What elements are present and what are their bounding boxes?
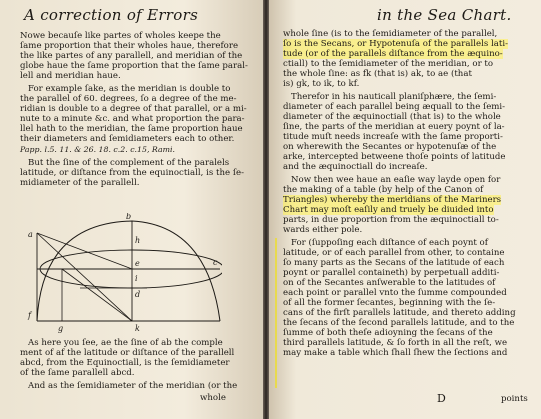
text-line: ment of af the latitude or diſtance of the parallell	[20, 348, 235, 358]
diagram-label: f	[28, 311, 31, 320]
running-head-right: in the Sea Chart.	[377, 6, 512, 24]
text-line: on of the Secantes anſwerable to the latitudes of	[283, 278, 496, 288]
text-line: ſame proportion that their wholes haue, therefore	[20, 41, 239, 51]
margin-highlight-mark	[275, 238, 277, 388]
text-line: wards either pole.	[283, 225, 363, 235]
highlighted-text-line: ſo is the Secans, or Hypotenuſa of the parallels lati-	[283, 39, 508, 49]
text-line: And as the ſemidiameter of the meridian (or the	[28, 381, 238, 391]
diagram-label: b	[126, 213, 132, 221]
text-line: ſine, the parts of the meridian at euery poynt of la-	[283, 122, 505, 132]
text-line: ctiall) to the ſemidiameter of the meridian, or to	[283, 59, 494, 69]
text-line: the making of a table (by help of the Canon of	[283, 185, 484, 195]
diagram-label: h	[135, 236, 141, 245]
diagram-label: g	[58, 324, 64, 333]
signature-mark: D	[437, 392, 446, 405]
right-page	[269, 0, 541, 419]
running-head-left: A correction of Errors	[24, 6, 199, 24]
text-line: titude muſt needs increaſe with the ſame proporti-	[283, 132, 503, 142]
text-line: For example ſake, as the meridian is double to	[28, 84, 231, 94]
text-line: the whole ſine: as fk (that is) ak, to ae (that	[283, 69, 472, 79]
text-line: on wherewith the Secantes or hypotenuſæ of the	[283, 142, 497, 152]
text-line: latitude, or of each parallel from other, to containe	[283, 248, 505, 258]
catchword-right: points	[501, 394, 528, 404]
text-line: the like partes of any parallell, and meridian of the	[20, 51, 243, 61]
text-line: As here you ſee, ae the ſine of ab the comple	[28, 338, 223, 348]
text-line: the parallel of 60. degrees, ſo a degree of the me-	[20, 94, 237, 104]
text-line: whole ſine (is to the ſemidiameter of the parallel,	[283, 29, 498, 39]
text-line: lell and meridian haue.	[20, 71, 121, 81]
text-line: of the ſame parallell abcd.	[20, 368, 135, 378]
text-line: llel hath to the meridian, the ſame proportion haue	[20, 124, 243, 134]
diagram-label: d	[135, 290, 141, 299]
text-line: nute to a minute &c. and what proportion the para-	[20, 114, 245, 124]
highlighted-text-line: tude (or of the parallels diſtance from the æquino-	[283, 49, 503, 59]
text-line: ridian is double to a degree of that parallel, or a mi-	[20, 104, 247, 114]
text-line: poynt or parallel containeth) by perpetuall additi-	[283, 268, 500, 278]
left-page	[0, 0, 263, 419]
text-line: third parallels latitude, & ſo forth in all the reſt, we	[283, 338, 508, 348]
text-line: Now then wee haue an eaſie way layde open for	[291, 175, 501, 185]
text-line: globe haue the ſame proportion that the ſame paral-	[20, 61, 248, 71]
text-line: diameter of each parallel being æquall to the ſemi-	[283, 102, 506, 112]
diagram-label: k	[135, 324, 140, 333]
diagram-label: c	[213, 258, 218, 267]
text-line: may make a table which ſhall ſhew the ſections and	[283, 348, 508, 358]
geometric-diagram	[22, 213, 222, 333]
text-line: is) gk, to ik, to kf.	[283, 79, 360, 89]
text-line: Nowe becauſe like partes of wholes keepe the	[20, 31, 221, 41]
text-line: their diameters and ſemidiameters each to other.	[20, 134, 235, 144]
diagram-label: i	[135, 274, 138, 283]
highlighted-text-line: Chart may moſt eaſily and truely be diuided into	[283, 205, 494, 215]
catchword-left: whole	[200, 393, 226, 403]
text-line: parts, in due proportion from the æquinoctiall to-	[283, 215, 499, 225]
text-line: latitude, or diſtance from the equinoctiall, is the ſe-	[20, 168, 244, 178]
text-line: each point or parallel vnto the ſumme compounded	[283, 288, 507, 298]
text-line: Therefor in his nauticall planiſphære, the ſemi-	[291, 92, 497, 102]
text-line: diameter of the æquinoctiall (that is) to the whole	[283, 112, 501, 122]
text-line: For (ſuppoſing each diſtance of each poynt of	[291, 238, 488, 248]
text-line: But the ſine of the complement of the paralels	[28, 158, 230, 168]
highlighted-text-line: Triangles) whereby the meridians of the Mariners	[283, 195, 502, 205]
reference-line: Papp. l.5. 11. & 26. 18. c.2. c.15, Rami.	[20, 145, 175, 154]
text-line: of all the former ſecantes, beginning with the ſe-	[283, 298, 496, 308]
text-line: abcd, from the Equinoctiall, is the ſemidiameter	[20, 358, 230, 368]
text-line: ſo many parts as the Secans of the latitude of each	[283, 258, 505, 268]
diagram-label: a	[28, 230, 33, 239]
diagram-label: e	[135, 259, 140, 268]
text-line: and the æquinoctiall do increaſe.	[283, 162, 428, 172]
text-line: the ſecans of the ſecond parallels latitude, and to the	[283, 318, 515, 328]
text-line: arke, intercepted betweene thoſe points of latitude	[283, 152, 506, 162]
text-line: cans of the firſt parallels latitude, and thereto adding	[283, 308, 516, 318]
text-line: midiameter of the parallell.	[20, 178, 140, 188]
text-line: ſumme of both theſe adioyning the ſecans of the	[283, 328, 493, 338]
